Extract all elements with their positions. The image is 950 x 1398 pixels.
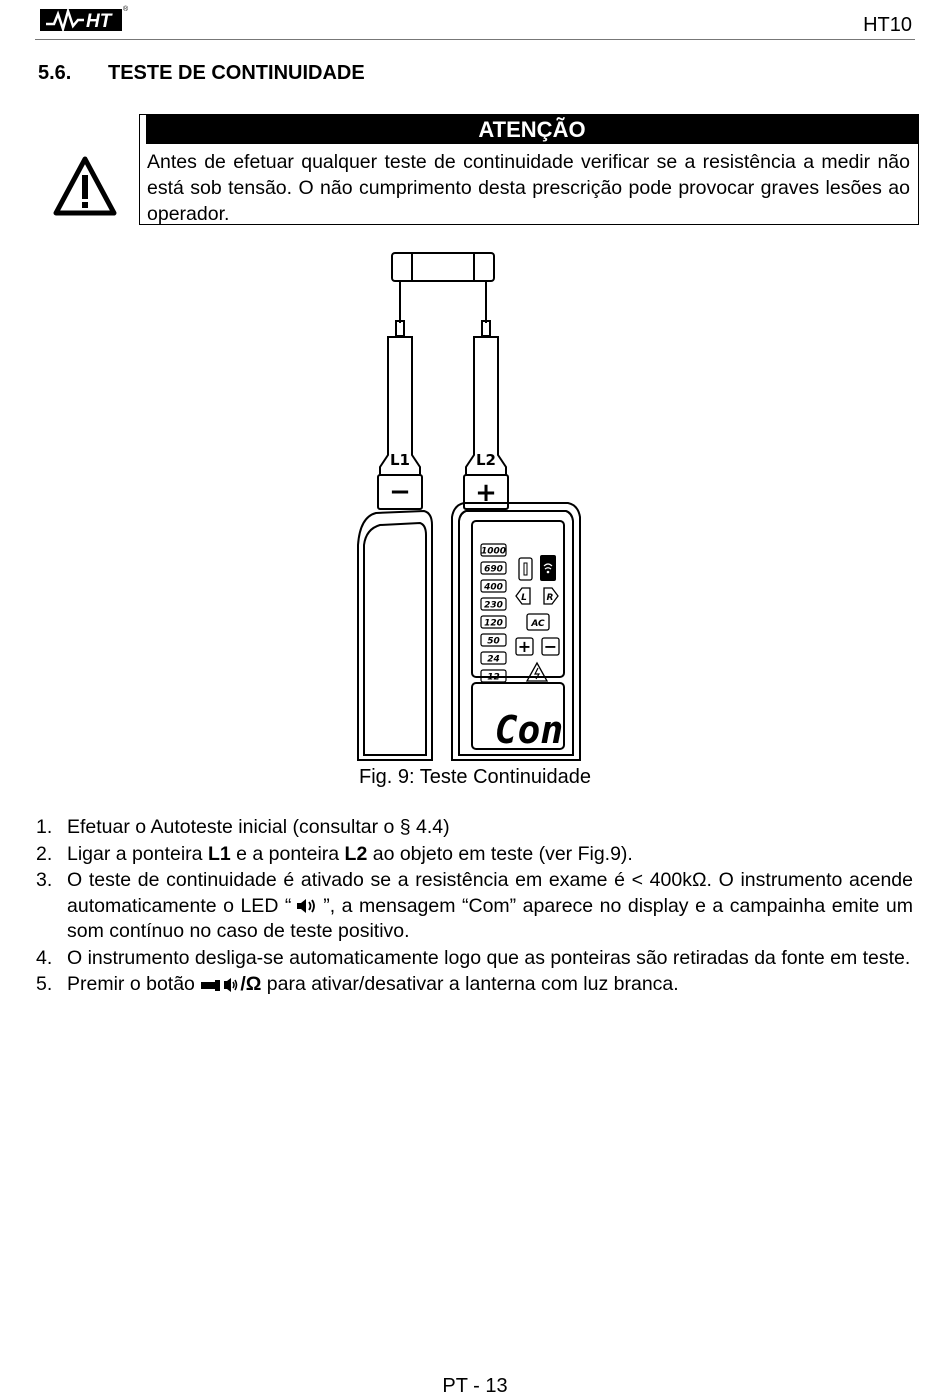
continuity-led-icon [295, 897, 319, 915]
logo-registered-mark: ® [123, 6, 129, 13]
step-number: 4. [36, 946, 53, 969]
warning-box [139, 114, 919, 225]
section-heading [38, 62, 365, 85]
step-text: ”, a mensagem “Com” aparece no display e a campainha emite um som contínuo no caso de teste positivo. [67, 894, 913, 942]
step-number: 5. [36, 973, 53, 995]
step-text: e a ponteira [230, 842, 345, 865]
section-title: TESTE DE CONTINUIDADE [108, 62, 365, 84]
scale-690: 690 [484, 564, 503, 575]
flashlight-buzzer-icon [200, 976, 240, 994]
header-divider [35, 39, 915, 40]
minus-indicator-label: − [543, 637, 558, 656]
step-text: O teste de continuidade é ativado se a resistência em exame é < 400kΩ. O instrumento acende automaticamente o LED “ [67, 869, 913, 917]
scale-400: 400 [484, 582, 503, 593]
probe-sign-plus: + [475, 478, 497, 508]
probe-l2-ref: L2 [344, 842, 368, 865]
ht-logo [38, 2, 130, 34]
document-id: HT10 [863, 14, 912, 36]
step-text: para ativar/desativar a lanterna com luz branca. [261, 973, 679, 995]
probe-label-l2: L2 [476, 451, 496, 469]
resistor-indicator-icon [519, 558, 532, 580]
step-number: 1. [36, 816, 53, 838]
figure-caption: Fig. 9: Teste Continuidade [358, 766, 591, 788]
rotation-left-label: L [521, 593, 527, 603]
warning-text: Antes de efetuar qualquer teste de continuidade verificar se a resistência a medir não está sob tensão. O não cumprimento desta prescrição pode provocar graves lesões ao operador. [147, 151, 910, 225]
ac-indicator-label: AC [531, 619, 545, 629]
list-item [36, 868, 913, 945]
step-number: 2. [36, 842, 53, 865]
scale-120: 120 [484, 618, 503, 629]
lcd-readout: Con [494, 708, 564, 752]
page-number: PT - 13 [442, 1375, 508, 1397]
scale-230: 230 [484, 600, 503, 611]
step-text: Premir o botão [67, 973, 201, 995]
list-item [36, 972, 913, 998]
plus-indicator-label: + [517, 637, 532, 656]
section-number: 5.6. [38, 62, 72, 84]
list-item [36, 842, 913, 868]
probe-label-l1: L1 [390, 451, 410, 469]
list-item [36, 946, 913, 972]
button-symbol: /Ω [240, 973, 262, 995]
scale-24: 24 [487, 654, 500, 665]
step-text: Ligar a ponteira [67, 842, 208, 865]
procedure-steps [36, 815, 913, 999]
rotation-right-label: R [546, 593, 554, 603]
scale-50: 50 [487, 636, 500, 647]
list-item [36, 815, 913, 841]
logo-text: HT [86, 11, 112, 32]
tester-illustration [340, 245, 610, 765]
step-number: 3. [36, 869, 53, 891]
step-text: ao objeto em teste (ver Fig.9). [367, 842, 633, 865]
scale-1000: 1000 [480, 546, 507, 557]
step-text: O instrumento desliga-se automaticamente logo que as ponteiras são retiradas da fonte em teste. [67, 946, 911, 969]
probe-sign-minus: − [389, 477, 411, 507]
scale-12: 12 [487, 672, 500, 683]
warning-triangle-icon [52, 155, 118, 217]
warning-title: ATENÇÃO [140, 115, 918, 144]
probe-l1-ref: L1 [207, 842, 231, 865]
step-text: Efetuar o Autoteste inicial (consultar o § 4.4) [67, 816, 450, 838]
